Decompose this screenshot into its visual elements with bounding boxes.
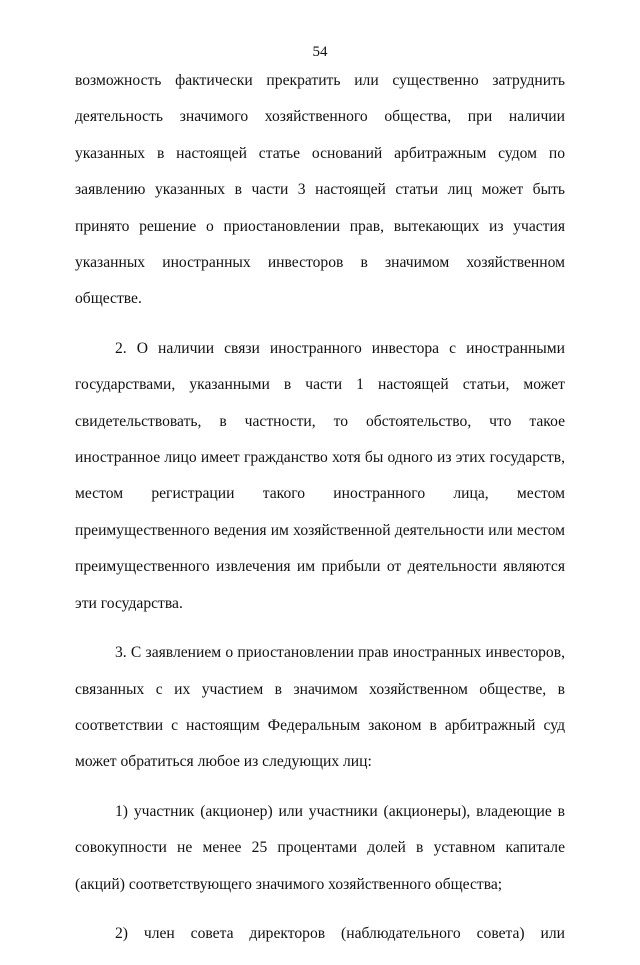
paragraph-item-1: 1) участник (акционер) или участники (акционеры), владеющие в совокупности не менее 25 процентами долей в уставном капитале (акций) соответствующего значимого хозяйственного общества;	[75, 802, 565, 893]
paragraph-clause-2: 2. О наличии связи иностранного инвестора с иностранными государствами, указанными в части 1 настоящей статьи, может свидетельствовать, в частности, то обстоятельство, что такое иностранное лицо имеет гражданство хотя бы одного из этих государств, местом регистрации такого иностранного лица, местом преимущественного ведения им хозяйственной деятельности или местом преимущественного извлечения им прибыли от деятельности являются эти государства.	[75, 339, 565, 612]
paragraph-continuation: возможность фактически прекратить или существенно затруднить деятельность значимого хозяйственного общества, при наличии указанных в настоящей статье оснований арбитражным судом по заявлению указанных в части 3 настоящей статьи лиц может быть принято решение о приостановлении прав, вытекающих из участия указанных иностранных инвесторов в значимом хозяйственном обществе.	[75, 72, 565, 308]
paragraph-item-2: 2) член совета директоров (наблюдательного совета) или	[115, 924, 565, 942]
page-number: 54	[312, 44, 328, 60]
document-body	[75, 63, 565, 965]
paragraph-clause-3: 3. С заявлением о приостановлении прав иностранных инвесторов, связанных с их участием в значимом хозяйственном обществе, в соответствии с настоящим Федеральным законом в арбитражный суд может обратиться любое из следующих лиц:	[75, 644, 565, 771]
